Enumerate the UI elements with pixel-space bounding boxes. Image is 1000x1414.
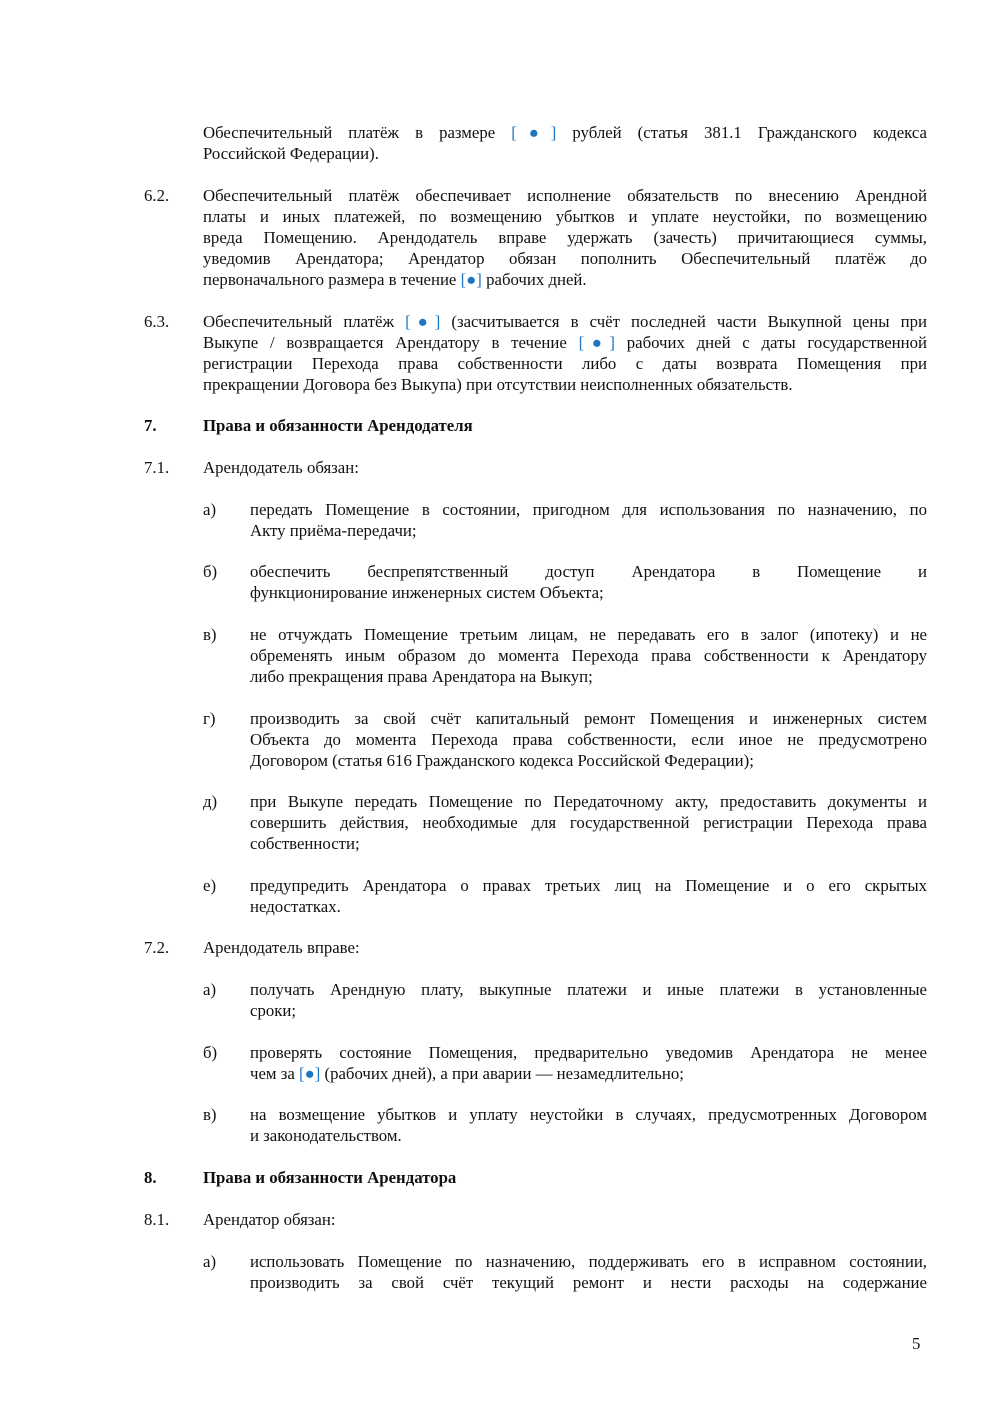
text-line: Российской Федерации). [203, 143, 379, 163]
clause-6-2-text [203, 186, 927, 291]
list-marker: в) [203, 625, 217, 644]
list-marker: г) [203, 709, 216, 728]
text-line: чем за [●] (рабочих дней), а при аварии — незамедлительно; [250, 1063, 684, 1083]
clause-number: 6.3. [144, 312, 170, 331]
clause-number: 7.1. [144, 458, 170, 477]
text-line: либо прекращения права Арендатора на Выкуп; [250, 666, 593, 686]
text-line: производить за свой счёт текущий ремонт и нести расходы на содержание [250, 1272, 927, 1292]
list-marker: а) [203, 1252, 217, 1271]
text-line: использовать Помещение по назначению, поддерживать его в исправном состоянии, [250, 1252, 927, 1271]
list-item-text [250, 876, 927, 918]
clause-7-2-text: Арендодатель вправе: [203, 938, 360, 957]
section-heading: Права и обязанности Арендодателя [203, 416, 473, 435]
list-item-text [250, 500, 927, 542]
text-line: платы и иных платежей, по возмещению убытков и уплате неустойки, по возмещению [203, 206, 927, 226]
text-line: предупредить Арендатора о правах третьих лиц на Помещение и о его скрытых [250, 876, 927, 895]
section-number: 8. [144, 1168, 157, 1187]
list-item-text [250, 792, 927, 855]
text-line: обременять иным образом до момента Перехода права собственности к Арендатору [250, 645, 927, 665]
placeholder-marker: [●] [511, 123, 557, 142]
text-line: обеспечить беспрепятственный доступ Арендатора в Помещение и [250, 562, 927, 581]
clause-6-3-text [203, 312, 927, 396]
paragraph-6-1-continuation [203, 123, 927, 165]
text-line: получать Арендную плату, выкупные платежи и иные платежи в установленные [250, 980, 927, 999]
list-item-text [250, 1252, 927, 1294]
list-marker: д) [203, 792, 218, 811]
text-line: функционирование инженерных систем Объекта; [250, 582, 604, 602]
page-number: 5 [912, 1334, 921, 1353]
text-line: Обеспечительный платёж в размере [●] рублей (статья 381.1 Гражданского кодекса [203, 123, 927, 142]
text-line: при Выкупе передать Помещение по Передаточному акту, предоставить документы и [250, 792, 927, 811]
text-line: совершить действия, необходимые для государственной регистрации Перехода права [250, 812, 927, 832]
list-marker: а) [203, 500, 217, 519]
text-line: Обеспечительный платёж обеспечивает исполнение обязательств по внесению Арендной [203, 186, 927, 205]
list-item-text [250, 709, 927, 772]
list-item-text [250, 1105, 927, 1147]
text-line: собственности; [250, 833, 360, 853]
list-marker: в) [203, 1105, 217, 1124]
placeholder-marker: [●] [405, 312, 441, 331]
text-line: Выкупе / возвращается Арендатору в течение [●] рабочих дней с даты государственной [203, 332, 927, 352]
text-line: Договором (статья 616 Гражданского кодекса Российской Федерации); [250, 750, 754, 770]
text-line: Объекта до момента Перехода права собственности, если иное не предусмотрено [250, 729, 927, 749]
clause-number: 6.2. [144, 186, 170, 205]
text-line: прекращении Договора без Выкупа) при отсутствии неисполненных обязательств. [203, 374, 793, 394]
clause-7-1-text: Арендодатель обязан: [203, 458, 359, 477]
text-line: сроки; [250, 1000, 297, 1020]
section-heading: Права и обязанности Арендатора [203, 1168, 457, 1187]
text-line: первоначального размера в течение [●] рабочих дней. [203, 269, 587, 289]
text-line: недостатках. [250, 896, 341, 916]
placeholder-marker: [●] [460, 269, 482, 289]
placeholder-marker: [●] [298, 1063, 321, 1083]
text-line: и законодательством. [250, 1125, 402, 1145]
clause-number: 8.1. [144, 1210, 170, 1229]
clause-number: 7.2. [144, 938, 170, 957]
placeholder-marker: [●] [578, 332, 615, 352]
text-line: регистрации Перехода права собственности либо с даты возврата Помещения при [203, 353, 927, 373]
text-line: производить за свой счёт капитальный ремонт Помещения и инженерных систем [250, 709, 927, 728]
text-line: не отчуждать Помещение третьим лицам, не передавать его в залог (ипотеку) и не [250, 625, 927, 644]
clause-8-1-text: Арендатор обязан: [203, 1210, 336, 1229]
list-marker: е) [203, 876, 217, 895]
text-line: проверять состояние Помещения, предварительно уведомив Арендатора не менее [250, 1043, 927, 1062]
text-line: уведомив Арендатора; Арендатор обязан пополнить Обеспечительный платёж до [203, 248, 927, 268]
section-number: 7. [144, 416, 157, 435]
text-line: передать Помещение в состоянии, пригодном для использования по назначению, по [250, 500, 927, 519]
list-item-text [250, 562, 927, 604]
list-item-text [250, 1043, 927, 1085]
text-line: Акту приёма-передачи; [250, 520, 417, 540]
text-line: вреда Помещению. Арендодатель вправе удержать (зачесть) причитающиеся суммы, [203, 227, 927, 247]
text-line: Обеспечительный платёж [●] (засчитывается в счёт последней части Выкупной цены при [203, 312, 927, 331]
list-item-text [250, 980, 927, 1022]
text-line: на возмещение убытков и уплату неустойки в случаях, предусмотренных Договором [250, 1105, 927, 1124]
list-marker: б) [203, 1043, 218, 1062]
list-marker: а) [203, 980, 217, 999]
list-item-text [250, 625, 927, 688]
list-marker: б) [203, 562, 218, 581]
